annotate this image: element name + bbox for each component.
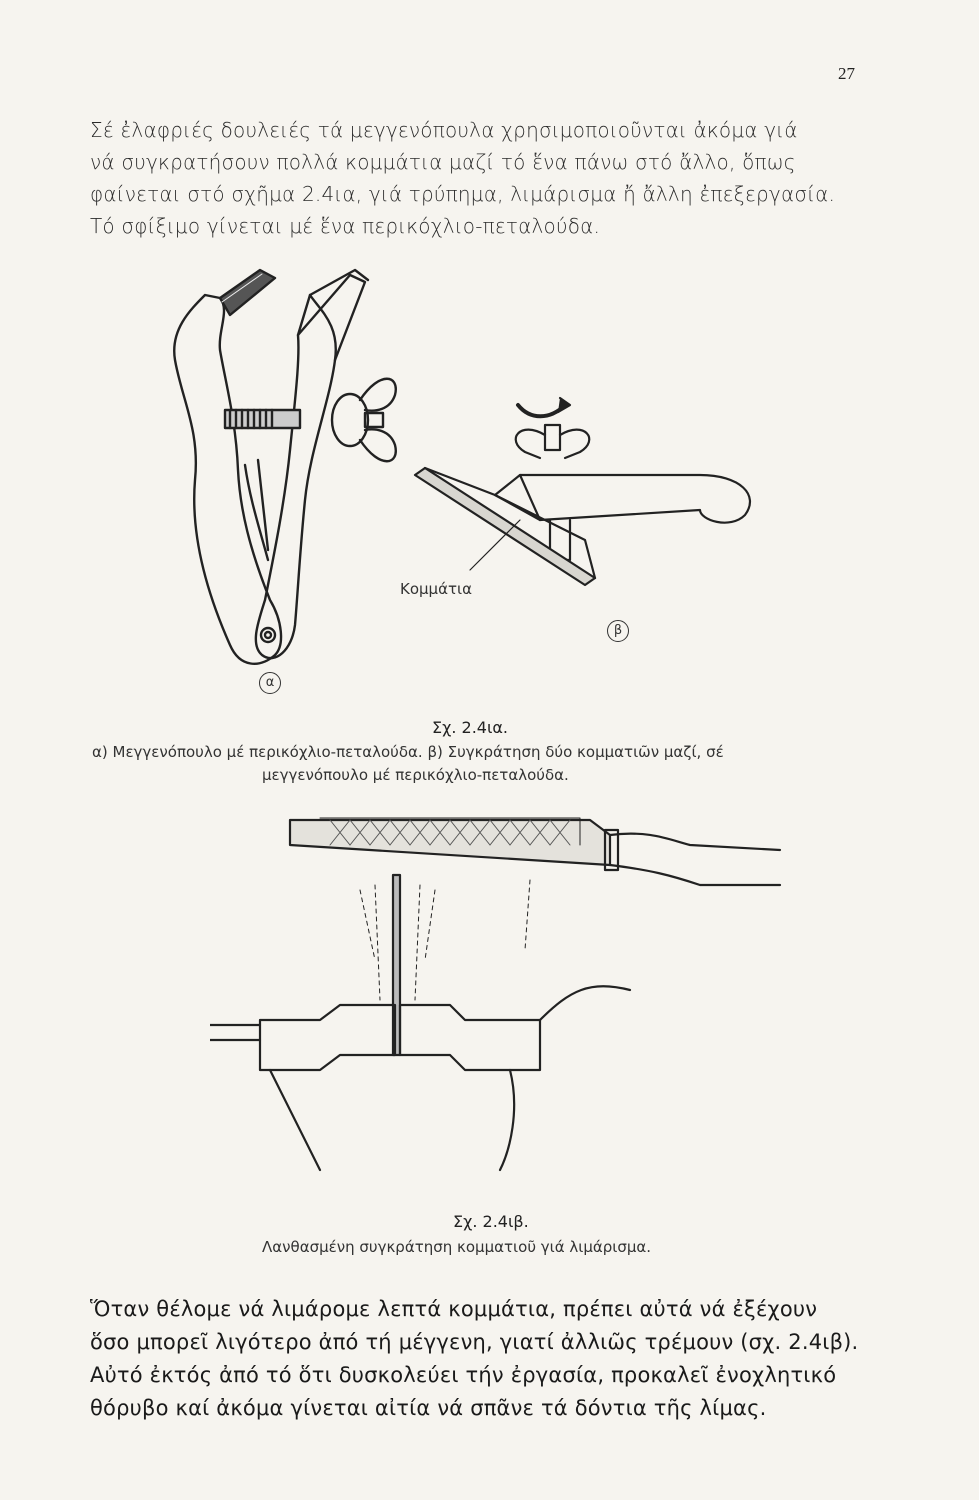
intro-line: νά συγκρατήσουν πολλά κομμάτια μαζί τό ἕνα πάνω στό ἄλλο, ὅπως [90,150,796,174]
intro-line: Τό σφίξιμο γίνεται μέ ἕνα περικόχλιο-πεταλούδα. [90,214,601,238]
figure-caption-title: Σχ. 2.4ια. [432,718,509,737]
intro-line: φαίνεται στό σχῆμα 2.4ια, γιά τρύπημα, λιμάρισμα ἤ ἄλλη ἐπεξεργασία. [90,182,836,206]
marker-a: α [259,672,281,694]
marker-b: β [607,620,629,642]
closing-line: ὅσο μπορεῖ λιγότερο ἀπό τή μέγγενη, γιατί ἀλλιῶς τρέμουν (σχ. 2.4ιβ). [90,1330,859,1354]
figure-caption-line: α) Μεγγενόπουλο μέ περικόχλιο-πεταλούδα. β) Συγκράτηση δύο κομματιῶν μαζί, σέ [92,743,724,761]
hand-vise-illustration [150,250,410,690]
closing-line: θόρυβο καί ἀκόμα γίνεται αἰτία νά σπᾶνε τά δόντια τῆς λίμας. [90,1396,767,1420]
figure-caption-line: μεγγενόπουλο μέ περικόχλιο-πεταλούδα. [262,766,569,784]
filing-vise-illustration [210,790,790,1190]
closing-paragraph [90,1293,880,1425]
figure-caption-title: Σχ. 2.4ιβ. [453,1212,529,1231]
page-number: 27 [838,64,855,83]
closing-line: Ὅταν θέλομε νά λιμάρομε λεπτά κομμάτια, πρέπει αὐτά νά ἐξέχουν [90,1297,818,1321]
intro-paragraph [90,114,880,242]
vise-with-pieces-illustration [400,380,780,600]
figure-caption-text: Λανθασμένη συγκράτηση κομματιοῦ γιά λιμάρισμα. [262,1238,652,1256]
pieces-label: Κομμάτια [400,580,472,598]
intro-line: Σέ ἐλαφριές δουλειές τά μεγγενόπουλα χρησιμοποιοῦνται ἀκόμα γιά [90,118,798,142]
closing-line: Αὐτό ἐκτός ἀπό τό ὅτι δυσκολεύει τήν ἐργασία, προκαλεῖ ἐνοχλητικό [90,1363,837,1387]
